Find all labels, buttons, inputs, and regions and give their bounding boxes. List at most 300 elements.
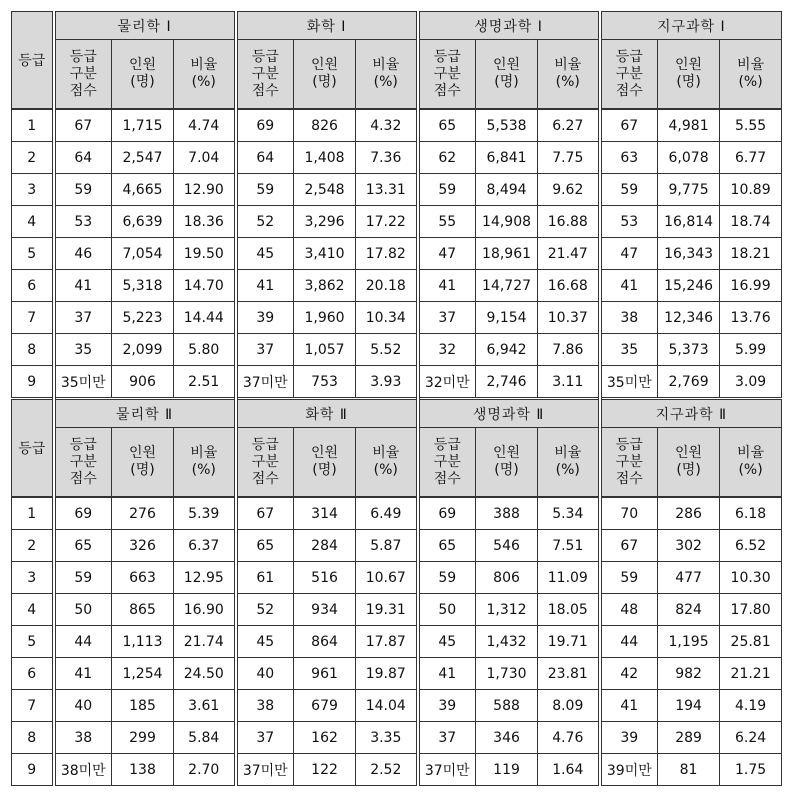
ratio-cell: 3.09 — [720, 366, 782, 399]
subject-header-row — [12, 399, 782, 428]
sub-header-line: (%) — [373, 74, 398, 90]
score-cell: 69 — [236, 109, 294, 142]
sub-header-line: 등급 — [251, 436, 279, 453]
score-cell: 53 — [54, 206, 112, 238]
grade-cell: 9 — [12, 754, 54, 786]
ratio-cell: 19.50 — [174, 238, 236, 270]
ratio-cell: 21.21 — [720, 658, 782, 690]
table-row — [12, 754, 782, 786]
score-cell: 38 — [54, 722, 112, 754]
score-cell: 67 — [54, 109, 112, 142]
ratio-cell: 5.52 — [356, 334, 418, 366]
count-cell: 588 — [476, 690, 538, 722]
count-cell: 388 — [476, 497, 538, 530]
score-cell: 42 — [600, 658, 658, 690]
count-cell: 15,246 — [658, 270, 720, 302]
count-cell: 2,769 — [658, 366, 720, 399]
score-cell: 37 — [418, 722, 476, 754]
score-cell: 65 — [418, 530, 476, 562]
ratio-cell: 4.32 — [356, 109, 418, 142]
count-cell: 81 — [658, 754, 720, 786]
subject-header: 화학 Ⅰ — [236, 12, 418, 40]
sub-header-line: 인원 — [128, 445, 157, 461]
score-cell: 59 — [600, 562, 658, 594]
grade-cell: 5 — [12, 238, 54, 270]
count-cell: 6,078 — [658, 142, 720, 174]
ratio-cell: 5.80 — [174, 334, 236, 366]
sub-header-line: 점수 — [251, 470, 279, 487]
score-cell: 35미만 — [54, 366, 112, 399]
score-cell: 59 — [54, 174, 112, 206]
score-cell: 67 — [236, 497, 294, 530]
sub-header-row — [12, 40, 782, 110]
table-body — [12, 12, 782, 786]
subject-header: 화학 Ⅱ — [236, 399, 418, 428]
table-row — [12, 497, 782, 530]
score-cell: 41 — [600, 690, 658, 722]
sub-header-line: 인원 — [493, 445, 521, 461]
score-cell: 37 — [54, 302, 112, 334]
score-cell: 35 — [54, 334, 112, 366]
sub-header-score — [600, 428, 658, 498]
ratio-cell: 10.37 — [538, 302, 600, 334]
count-cell: 162 — [294, 722, 356, 754]
count-cell: 7,054 — [112, 238, 174, 270]
count-cell: 8,494 — [476, 174, 538, 206]
count-cell: 1,254 — [112, 658, 174, 690]
ratio-cell: 12.95 — [174, 562, 236, 594]
count-cell: 806 — [476, 562, 538, 594]
score-cell: 59 — [418, 174, 476, 206]
count-cell: 6,841 — [476, 142, 538, 174]
score-cell: 47 — [418, 238, 476, 270]
count-cell: 3,862 — [294, 270, 356, 302]
sub-header-line: 구분 — [251, 453, 279, 470]
ratio-cell: 4.74 — [174, 109, 236, 142]
score-cell: 41 — [54, 270, 112, 302]
score-cell: 50 — [54, 594, 112, 626]
sub-header-line: (%) — [738, 462, 763, 478]
score-cell: 39미만 — [600, 754, 658, 786]
subject-header-row — [12, 12, 782, 40]
count-cell: 3,410 — [294, 238, 356, 270]
ratio-cell: 16.99 — [720, 270, 782, 302]
score-cell: 65 — [236, 530, 294, 562]
score-cell: 38 — [600, 302, 658, 334]
table-row — [12, 594, 782, 626]
ratio-cell: 6.24 — [720, 722, 782, 754]
ratio-cell: 16.88 — [538, 206, 600, 238]
score-cell: 48 — [600, 594, 658, 626]
ratio-cell: 17.82 — [356, 238, 418, 270]
ratio-cell: 7.36 — [356, 142, 418, 174]
sub-header-line: 비율 — [554, 57, 582, 73]
sub-header-score — [418, 40, 476, 110]
sub-header-line: 비율 — [372, 57, 400, 73]
sub-header-line: 인원 — [493, 57, 521, 73]
count-cell: 982 — [658, 658, 720, 690]
sub-header-line: 등급 — [251, 48, 279, 65]
score-cell: 59 — [236, 174, 294, 206]
count-cell: 826 — [294, 109, 356, 142]
ratio-cell: 16.68 — [538, 270, 600, 302]
sub-header-line: 점수 — [69, 82, 97, 99]
score-cell: 52 — [236, 206, 294, 238]
score-cell: 62 — [418, 142, 476, 174]
score-cell: 40 — [54, 690, 112, 722]
ratio-cell: 19.87 — [356, 658, 418, 690]
count-cell: 663 — [112, 562, 174, 594]
sub-header-score — [600, 40, 658, 110]
ratio-cell: 17.22 — [356, 206, 418, 238]
table-row — [12, 562, 782, 594]
subject-header: 물리학 Ⅱ — [54, 399, 236, 428]
sub-header-line: 비율 — [737, 57, 765, 73]
score-cell: 47 — [600, 238, 658, 270]
grade-cell: 9 — [12, 366, 54, 399]
score-cell: 41 — [236, 270, 294, 302]
score-cell: 59 — [54, 562, 112, 594]
count-cell: 289 — [658, 722, 720, 754]
ratio-cell: 6.52 — [720, 530, 782, 562]
score-cell: 67 — [600, 530, 658, 562]
ratio-cell: 3.61 — [174, 690, 236, 722]
ratio-cell: 10.67 — [356, 562, 418, 594]
table-row — [12, 334, 782, 366]
sub-header-ratio — [538, 40, 600, 110]
grade-distribution-table — [11, 11, 782, 786]
sub-header-score — [236, 40, 294, 110]
sub-header-ratio — [174, 40, 236, 110]
score-cell: 37 — [236, 334, 294, 366]
ratio-cell: 3.93 — [356, 366, 418, 399]
table-row — [12, 238, 782, 270]
score-cell: 64 — [236, 142, 294, 174]
count-cell: 906 — [112, 366, 174, 399]
sub-header-line: 등급 — [433, 436, 461, 453]
count-cell: 138 — [112, 754, 174, 786]
count-cell: 276 — [112, 497, 174, 530]
ratio-cell: 24.50 — [174, 658, 236, 690]
score-cell: 39 — [418, 690, 476, 722]
count-cell: 5,538 — [476, 109, 538, 142]
grade-cell: 2 — [12, 530, 54, 562]
count-cell: 18,961 — [476, 238, 538, 270]
score-cell: 45 — [236, 238, 294, 270]
table-row — [12, 530, 782, 562]
sub-header-line: 구분 — [69, 65, 97, 82]
count-cell: 1,312 — [476, 594, 538, 626]
ratio-cell: 18.36 — [174, 206, 236, 238]
grade-cell: 1 — [12, 497, 54, 530]
table-row — [12, 690, 782, 722]
ratio-cell: 10.34 — [356, 302, 418, 334]
sub-header-line: (명) — [312, 74, 337, 90]
count-cell: 5,373 — [658, 334, 720, 366]
ratio-cell: 14.70 — [174, 270, 236, 302]
sub-header-line: 구분 — [69, 453, 97, 470]
grade-cell: 4 — [12, 206, 54, 238]
subject-header: 생명과학 Ⅱ — [418, 399, 600, 428]
sub-header-line: 비율 — [190, 445, 218, 461]
sub-header-line: 비율 — [737, 445, 765, 461]
count-cell: 5,223 — [112, 302, 174, 334]
count-cell: 546 — [476, 530, 538, 562]
count-cell: 12,346 — [658, 302, 720, 334]
sub-header-line: 등급 — [69, 48, 97, 65]
count-cell: 1,057 — [294, 334, 356, 366]
score-cell: 41 — [600, 270, 658, 302]
score-cell: 63 — [600, 142, 658, 174]
count-cell: 314 — [294, 497, 356, 530]
ratio-cell: 9.62 — [538, 174, 600, 206]
score-cell: 37미만 — [236, 754, 294, 786]
sub-header-score — [54, 428, 112, 498]
ratio-cell: 5.55 — [720, 109, 782, 142]
grade-cell: 7 — [12, 690, 54, 722]
sub-header-line: (%) — [191, 462, 216, 478]
score-cell: 39 — [600, 722, 658, 754]
sub-header-line: (명) — [312, 462, 337, 478]
table-row — [12, 366, 782, 399]
sub-header-line: (%) — [555, 462, 580, 478]
ratio-cell: 4.76 — [538, 722, 600, 754]
ratio-cell: 10.30 — [720, 562, 782, 594]
ratio-cell: 10.89 — [720, 174, 782, 206]
table-row — [12, 626, 782, 658]
ratio-cell: 7.86 — [538, 334, 600, 366]
score-cell: 70 — [600, 497, 658, 530]
count-cell: 753 — [294, 366, 356, 399]
ratio-cell: 13.31 — [356, 174, 418, 206]
score-cell: 65 — [418, 109, 476, 142]
score-cell: 59 — [418, 562, 476, 594]
ratio-cell: 14.44 — [174, 302, 236, 334]
score-cell: 65 — [54, 530, 112, 562]
sub-header-line: 구분 — [615, 453, 643, 470]
count-cell: 6,639 — [112, 206, 174, 238]
grade-cell: 4 — [12, 594, 54, 626]
count-cell: 346 — [476, 722, 538, 754]
score-cell: 55 — [418, 206, 476, 238]
sub-header-line: (%) — [738, 74, 763, 90]
score-cell: 32미만 — [418, 366, 476, 399]
grade-column-header: 등급 — [12, 399, 54, 498]
sub-header-line: (%) — [373, 462, 398, 478]
ratio-cell: 13.76 — [720, 302, 782, 334]
ratio-cell: 5.84 — [174, 722, 236, 754]
sub-header-line: 구분 — [433, 453, 461, 470]
ratio-cell: 3.11 — [538, 366, 600, 399]
count-cell: 9,154 — [476, 302, 538, 334]
table-row — [12, 174, 782, 206]
score-cell: 52 — [236, 594, 294, 626]
ratio-cell: 12.90 — [174, 174, 236, 206]
sub-header-line: 점수 — [433, 470, 461, 487]
score-cell: 44 — [54, 626, 112, 658]
ratio-cell: 2.51 — [174, 366, 236, 399]
ratio-cell: 18.05 — [538, 594, 600, 626]
count-cell: 299 — [112, 722, 174, 754]
count-cell: 1,960 — [294, 302, 356, 334]
ratio-cell: 2.70 — [174, 754, 236, 786]
ratio-cell: 16.90 — [174, 594, 236, 626]
sub-header-line: 인원 — [675, 57, 703, 73]
table-row — [12, 270, 782, 302]
count-cell: 4,665 — [112, 174, 174, 206]
count-cell: 2,746 — [476, 366, 538, 399]
score-cell: 45 — [236, 626, 294, 658]
count-cell: 16,814 — [658, 206, 720, 238]
count-cell: 477 — [658, 562, 720, 594]
score-cell: 45 — [418, 626, 476, 658]
sub-header-line: 점수 — [251, 82, 279, 99]
grade-cell: 6 — [12, 270, 54, 302]
count-cell: 9,775 — [658, 174, 720, 206]
count-cell: 1,195 — [658, 626, 720, 658]
count-cell: 122 — [294, 754, 356, 786]
ratio-cell: 19.31 — [356, 594, 418, 626]
score-cell: 59 — [600, 174, 658, 206]
ratio-cell: 5.87 — [356, 530, 418, 562]
ratio-cell: 3.35 — [356, 722, 418, 754]
sub-header-line: 구분 — [251, 65, 279, 82]
subject-header: 지구과학 Ⅱ — [600, 399, 782, 428]
sub-header-ratio — [720, 40, 782, 110]
sub-header-count — [294, 428, 356, 498]
sub-header-line: 인원 — [311, 57, 339, 73]
ratio-cell: 6.49 — [356, 497, 418, 530]
sub-header-ratio — [356, 428, 418, 498]
subject-header: 지구과학 Ⅰ — [600, 12, 782, 40]
score-cell: 41 — [54, 658, 112, 690]
sub-header-count — [658, 40, 720, 110]
sub-header-line: 비율 — [372, 445, 400, 461]
ratio-cell: 17.87 — [356, 626, 418, 658]
count-cell: 865 — [112, 594, 174, 626]
ratio-cell: 6.77 — [720, 142, 782, 174]
grade-cell: 8 — [12, 334, 54, 366]
ratio-cell: 1.75 — [720, 754, 782, 786]
ratio-cell: 21.47 — [538, 238, 600, 270]
sub-header-line: 구분 — [615, 65, 643, 82]
sub-header-line: 등급 — [615, 48, 643, 65]
score-cell: 37 — [236, 722, 294, 754]
count-cell: 1,432 — [476, 626, 538, 658]
score-cell: 37미만 — [236, 366, 294, 399]
count-cell: 961 — [294, 658, 356, 690]
ratio-cell: 1.64 — [538, 754, 600, 786]
count-cell: 2,548 — [294, 174, 356, 206]
table-row — [12, 658, 782, 690]
grade-cell: 5 — [12, 626, 54, 658]
sub-header-line: (명) — [494, 74, 519, 90]
table-row — [12, 302, 782, 334]
sub-header-line: (%) — [555, 74, 580, 90]
count-cell: 934 — [294, 594, 356, 626]
score-cell: 64 — [54, 142, 112, 174]
sub-header-line: 비율 — [190, 57, 218, 73]
sub-header-ratio — [174, 428, 236, 498]
sub-header-line: (%) — [191, 74, 216, 90]
count-cell: 2,099 — [112, 334, 174, 366]
grade-cell: 2 — [12, 142, 54, 174]
ratio-cell: 5.39 — [174, 497, 236, 530]
score-cell: 37미만 — [418, 754, 476, 786]
sub-header-count — [658, 428, 720, 498]
count-cell: 286 — [658, 497, 720, 530]
sub-header-line: 구분 — [433, 65, 461, 82]
grade-cell: 1 — [12, 109, 54, 142]
count-cell: 1,730 — [476, 658, 538, 690]
ratio-cell: 6.27 — [538, 109, 600, 142]
score-cell: 69 — [418, 497, 476, 530]
score-cell: 44 — [600, 626, 658, 658]
ratio-cell: 19.71 — [538, 626, 600, 658]
count-cell: 185 — [112, 690, 174, 722]
score-cell: 41 — [418, 658, 476, 690]
ratio-cell: 8.09 — [538, 690, 600, 722]
subject-header: 물리학 Ⅰ — [54, 12, 236, 40]
score-cell: 35 — [600, 334, 658, 366]
ratio-cell: 18.21 — [720, 238, 782, 270]
sub-header-line: (명) — [676, 462, 701, 478]
ratio-cell: 25.81 — [720, 626, 782, 658]
sub-header-row — [12, 428, 782, 498]
ratio-cell: 7.51 — [538, 530, 600, 562]
sub-header-score — [54, 40, 112, 110]
count-cell: 14,727 — [476, 270, 538, 302]
count-cell: 5,318 — [112, 270, 174, 302]
sub-header-line: (명) — [130, 462, 155, 478]
sub-header-line: 인원 — [675, 445, 703, 461]
ratio-cell: 20.18 — [356, 270, 418, 302]
score-cell: 53 — [600, 206, 658, 238]
ratio-cell: 7.75 — [538, 142, 600, 174]
sub-header-line: 점수 — [69, 470, 97, 487]
score-cell: 39 — [236, 302, 294, 334]
grade-cell: 7 — [12, 302, 54, 334]
count-cell: 14,908 — [476, 206, 538, 238]
sub-header-line: (명) — [494, 462, 519, 478]
sub-header-line: 등급 — [615, 436, 643, 453]
count-cell: 679 — [294, 690, 356, 722]
table-row — [12, 109, 782, 142]
score-cell: 46 — [54, 238, 112, 270]
score-cell: 32 — [418, 334, 476, 366]
score-cell: 37 — [418, 302, 476, 334]
sub-header-line: 점수 — [615, 470, 643, 487]
sub-header-ratio — [356, 40, 418, 110]
sub-header-line: (명) — [130, 74, 155, 90]
sub-header-count — [294, 40, 356, 110]
score-cell: 35미만 — [600, 366, 658, 399]
grade-cell: 8 — [12, 722, 54, 754]
ratio-cell: 14.04 — [356, 690, 418, 722]
table-row — [12, 206, 782, 238]
score-cell: 40 — [236, 658, 294, 690]
count-cell: 516 — [294, 562, 356, 594]
count-cell: 3,296 — [294, 206, 356, 238]
sub-header-line: 점수 — [615, 82, 643, 99]
sub-header-line: 인원 — [128, 57, 157, 73]
count-cell: 864 — [294, 626, 356, 658]
ratio-cell: 4.19 — [720, 690, 782, 722]
sub-header-count — [476, 428, 538, 498]
grade-cell: 6 — [12, 658, 54, 690]
sub-header-ratio — [538, 428, 600, 498]
ratio-cell: 5.99 — [720, 334, 782, 366]
